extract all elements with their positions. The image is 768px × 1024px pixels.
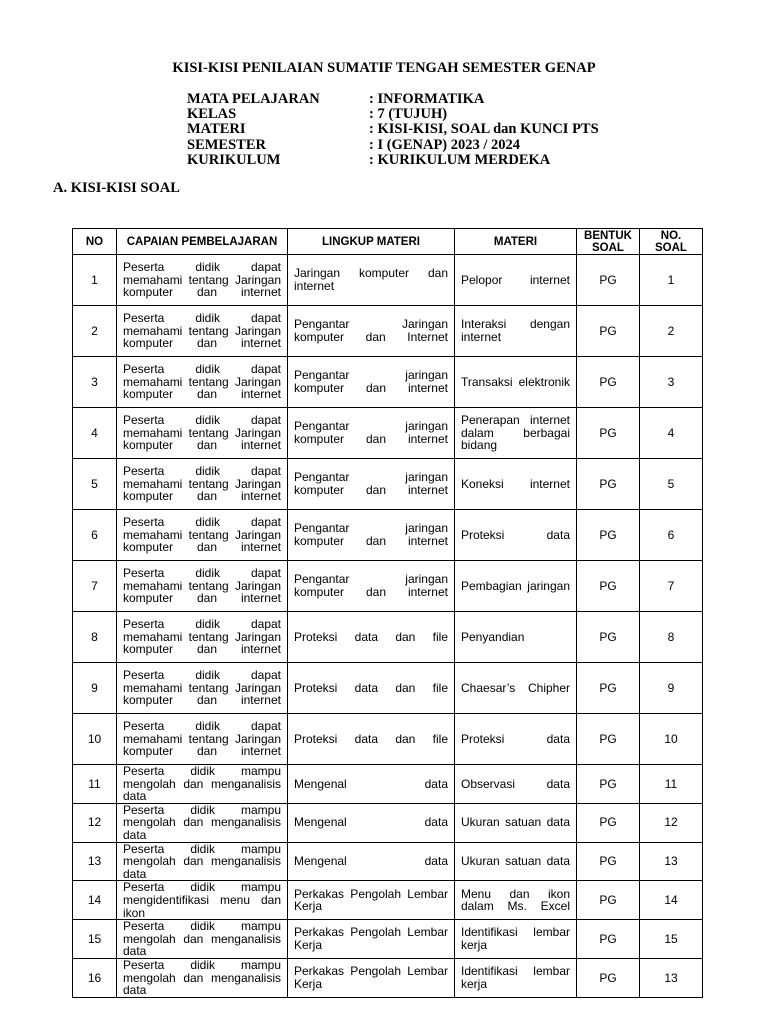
- cell-materi: Pembagian jaringan: [455, 561, 577, 612]
- cell-materi: Penyandian: [455, 612, 577, 663]
- cell-bentuk-soal: PG: [577, 408, 640, 459]
- cell-capaian-pembelajaran: Peserta didik dapat memahami tentang Jaringan komputer dan internet: [117, 357, 288, 408]
- cell-bentuk-soal: PG: [577, 510, 640, 561]
- info-row-materi: [187, 122, 599, 137]
- cell-no: 3: [73, 357, 117, 408]
- header-lingkup-materi: LINGKUP MATERI: [288, 229, 455, 255]
- table-row: [73, 510, 703, 561]
- cell-no-soal: 9: [640, 663, 703, 714]
- cell-lingkup-materi: Proteksi data dan file: [288, 612, 455, 663]
- cell-materi: Pelopor internet: [455, 255, 577, 306]
- cell-no-soal: 15: [640, 920, 703, 959]
- cell-bentuk-soal: PG: [577, 357, 640, 408]
- cell-capaian-pembelajaran: Peserta didik dapat memahami tentang Jaringan komputer dan internet: [117, 714, 288, 765]
- table-row: [73, 306, 703, 357]
- cell-no-soal: 13: [640, 842, 703, 881]
- cell-no: 9: [73, 663, 117, 714]
- cell-bentuk-soal: PG: [577, 920, 640, 959]
- cell-lingkup-materi: Perkakas Pengolah Lembar Kerja: [288, 958, 455, 997]
- cell-no: 4: [73, 408, 117, 459]
- table-row: [73, 765, 703, 804]
- cell-materi: Interaksi dengan internet: [455, 306, 577, 357]
- cell-no: 6: [73, 510, 117, 561]
- cell-capaian-pembelajaran: Peserta didik mampu mengolah dan menganalisis data: [117, 765, 288, 804]
- cell-capaian-pembelajaran: Peserta didik mampu mengolah dan menganalisis data: [117, 920, 288, 959]
- cell-no: 8: [73, 612, 117, 663]
- cell-bentuk-soal: PG: [577, 306, 640, 357]
- cell-no: 2: [73, 306, 117, 357]
- cell-materi: Ukuran satuan data: [455, 842, 577, 881]
- section-title: A. KISI-KISI SOAL: [53, 180, 180, 196]
- cell-no: 13: [73, 842, 117, 881]
- cell-materi: Identifikasi lembar kerja: [455, 958, 577, 997]
- header-materi: MATERI: [455, 229, 577, 255]
- kisi-kisi-table: [72, 228, 703, 998]
- cell-materi: Ukuran satuan data: [455, 803, 577, 842]
- table-row: [73, 958, 703, 997]
- info-label: KURIKULUM: [187, 151, 281, 168]
- cell-lingkup-materi: Perkakas Pengolah Lembar Kerja: [288, 920, 455, 959]
- cell-bentuk-soal: PG: [577, 561, 640, 612]
- table-row: [73, 459, 703, 510]
- cell-no: 16: [73, 958, 117, 997]
- cell-capaian-pembelajaran: Peserta didik mampu mengidentifikasi menu dan ikon: [117, 881, 288, 920]
- cell-lingkup-materi: Proteksi data dan file: [288, 714, 455, 765]
- cell-no: 5: [73, 459, 117, 510]
- cell-lingkup-materi: Mengenal data: [288, 803, 455, 842]
- table-row: [73, 920, 703, 959]
- cell-bentuk-soal: PG: [577, 612, 640, 663]
- header-capaian-pembelajaran: CAPAIAN PEMBELAJARAN: [117, 229, 288, 255]
- cell-no: 10: [73, 714, 117, 765]
- cell-no-soal: 11: [640, 765, 703, 804]
- cell-bentuk-soal: PG: [577, 958, 640, 997]
- cell-no-soal: 4: [640, 408, 703, 459]
- cell-capaian-pembelajaran: Peserta didik dapat memahami tentang Jaringan komputer dan internet: [117, 306, 288, 357]
- info-row-kelas: [187, 107, 599, 122]
- cell-lingkup-materi: Proteksi data dan file: [288, 663, 455, 714]
- info-row-kurikulum: [187, 153, 599, 168]
- info-value: : KISI-KISI, SOAL dan KUNCI PTS: [369, 121, 599, 138]
- cell-no-soal: 14: [640, 881, 703, 920]
- cell-no-soal: 7: [640, 561, 703, 612]
- info-value: : INFORMATIKA: [369, 91, 485, 107]
- cell-bentuk-soal: PG: [577, 881, 640, 920]
- info-label: SEMESTER: [187, 136, 266, 153]
- cell-materi: Observasi data: [455, 765, 577, 804]
- cell-no-soal: 12: [640, 803, 703, 842]
- cell-capaian-pembelajaran: Peserta didik dapat memahami tentang Jaringan komputer dan internet: [117, 459, 288, 510]
- cell-materi: Chaesar’s Chipher: [455, 663, 577, 714]
- cell-bentuk-soal: PG: [577, 459, 640, 510]
- cell-no: 15: [73, 920, 117, 959]
- table-row: [73, 357, 703, 408]
- cell-no: 11: [73, 765, 117, 804]
- table-row: [73, 881, 703, 920]
- cell-no-soal: 5: [640, 459, 703, 510]
- header-no: NO: [73, 229, 117, 255]
- cell-lingkup-materi: Mengenal data: [288, 765, 455, 804]
- cell-materi: Identifikasi lembar kerja: [455, 920, 577, 959]
- cell-no-soal: 3: [640, 357, 703, 408]
- cell-lingkup-materi: Perkakas Pengolah Lembar Kerja: [288, 881, 455, 920]
- cell-lingkup-materi: Pengantar jaringan komputer dan internet: [288, 408, 455, 459]
- table-row: [73, 803, 703, 842]
- cell-no-soal: 1: [640, 255, 703, 306]
- table-row: [73, 842, 703, 881]
- header-no-soal: NO. SOAL: [640, 229, 703, 255]
- cell-materi: Proteksi data: [455, 510, 577, 561]
- cell-capaian-pembelajaran: Peserta didik mampu mengolah dan menganalisis data: [117, 958, 288, 997]
- cell-capaian-pembelajaran: Peserta didik dapat memahami tentang Jaringan komputer dan internet: [117, 255, 288, 306]
- cell-lingkup-materi: Pengantar Jaringan komputer dan Internet: [288, 306, 455, 357]
- info-value: : 7 (TUJUH): [369, 106, 448, 123]
- cell-no: 12: [73, 803, 117, 842]
- cell-materi: Koneksi internet: [455, 459, 577, 510]
- document-info: [187, 92, 599, 168]
- cell-no: 7: [73, 561, 117, 612]
- table-row: [73, 255, 703, 306]
- table-header-row: [73, 229, 703, 255]
- cell-bentuk-soal: PG: [577, 765, 640, 804]
- cell-materi: Transaksi elektronik: [455, 357, 577, 408]
- info-label: MATA PELAJARAN: [187, 91, 320, 107]
- cell-capaian-pembelajaran: Peserta didik mampu mengolah dan menganalisis data: [117, 842, 288, 881]
- cell-bentuk-soal: PG: [577, 842, 640, 881]
- cell-lingkup-materi: Pengantar jaringan komputer dan internet: [288, 510, 455, 561]
- cell-lingkup-materi: Pengantar jaringan komputer dan internet: [288, 357, 455, 408]
- cell-capaian-pembelajaran: Peserta didik dapat memahami tentang Jaringan komputer dan internet: [117, 408, 288, 459]
- cell-capaian-pembelajaran: Peserta didik dapat memahami tentang Jaringan komputer dan internet: [117, 561, 288, 612]
- cell-no: 1: [73, 255, 117, 306]
- cell-lingkup-materi: Pengantar jaringan komputer dan internet: [288, 459, 455, 510]
- cell-materi: Proteksi data: [455, 714, 577, 765]
- cell-bentuk-soal: PG: [577, 255, 640, 306]
- cell-bentuk-soal: PG: [577, 714, 640, 765]
- cell-capaian-pembelajaran: Peserta didik mampu mengolah dan menganalisis data: [117, 803, 288, 842]
- cell-no: 14: [73, 881, 117, 920]
- info-label: KELAS: [187, 106, 237, 123]
- cell-no-soal: 13: [640, 958, 703, 997]
- cell-lingkup-materi: Pengantar jaringan komputer dan internet: [288, 561, 455, 612]
- table-row: [73, 612, 703, 663]
- cell-materi: Penerapan internet dalam berbagai bidang: [455, 408, 577, 459]
- cell-no-soal: 2: [640, 306, 703, 357]
- info-row-mata-pelajaran: [187, 92, 599, 107]
- cell-bentuk-soal: PG: [577, 663, 640, 714]
- cell-no-soal: 8: [640, 612, 703, 663]
- cell-capaian-pembelajaran: Peserta didik dapat memahami tentang Jaringan komputer dan internet: [117, 612, 288, 663]
- cell-bentuk-soal: PG: [577, 803, 640, 842]
- cell-no-soal: 6: [640, 510, 703, 561]
- table-row: [73, 408, 703, 459]
- info-value: : KURIKULUM MERDEKA: [369, 151, 551, 168]
- cell-materi: Menu dan ikon dalam Ms. Excel: [455, 881, 577, 920]
- cell-lingkup-materi: Jaringan komputer dan internet: [288, 255, 455, 306]
- table-row: [73, 663, 703, 714]
- cell-capaian-pembelajaran: Peserta didik dapat memahami tentang Jaringan komputer dan internet: [117, 510, 288, 561]
- cell-no-soal: 10: [640, 714, 703, 765]
- cell-capaian-pembelajaran: Peserta didik dapat memahami tentang Jaringan komputer dan internet: [117, 663, 288, 714]
- table-row: [73, 714, 703, 765]
- cell-lingkup-materi: Mengenal data: [288, 842, 455, 881]
- info-row-semester: [187, 138, 599, 153]
- info-value: : I (GENAP) 2023 / 2024: [369, 136, 521, 153]
- table-row: [73, 561, 703, 612]
- info-label: MATERI: [187, 121, 246, 138]
- header-bentuk-soal: BENTUK SOAL: [577, 229, 640, 255]
- document-title: KISI-KISI PENILAIAN SUMATIF TENGAH SEMESTER GENAP: [172, 60, 596, 76]
